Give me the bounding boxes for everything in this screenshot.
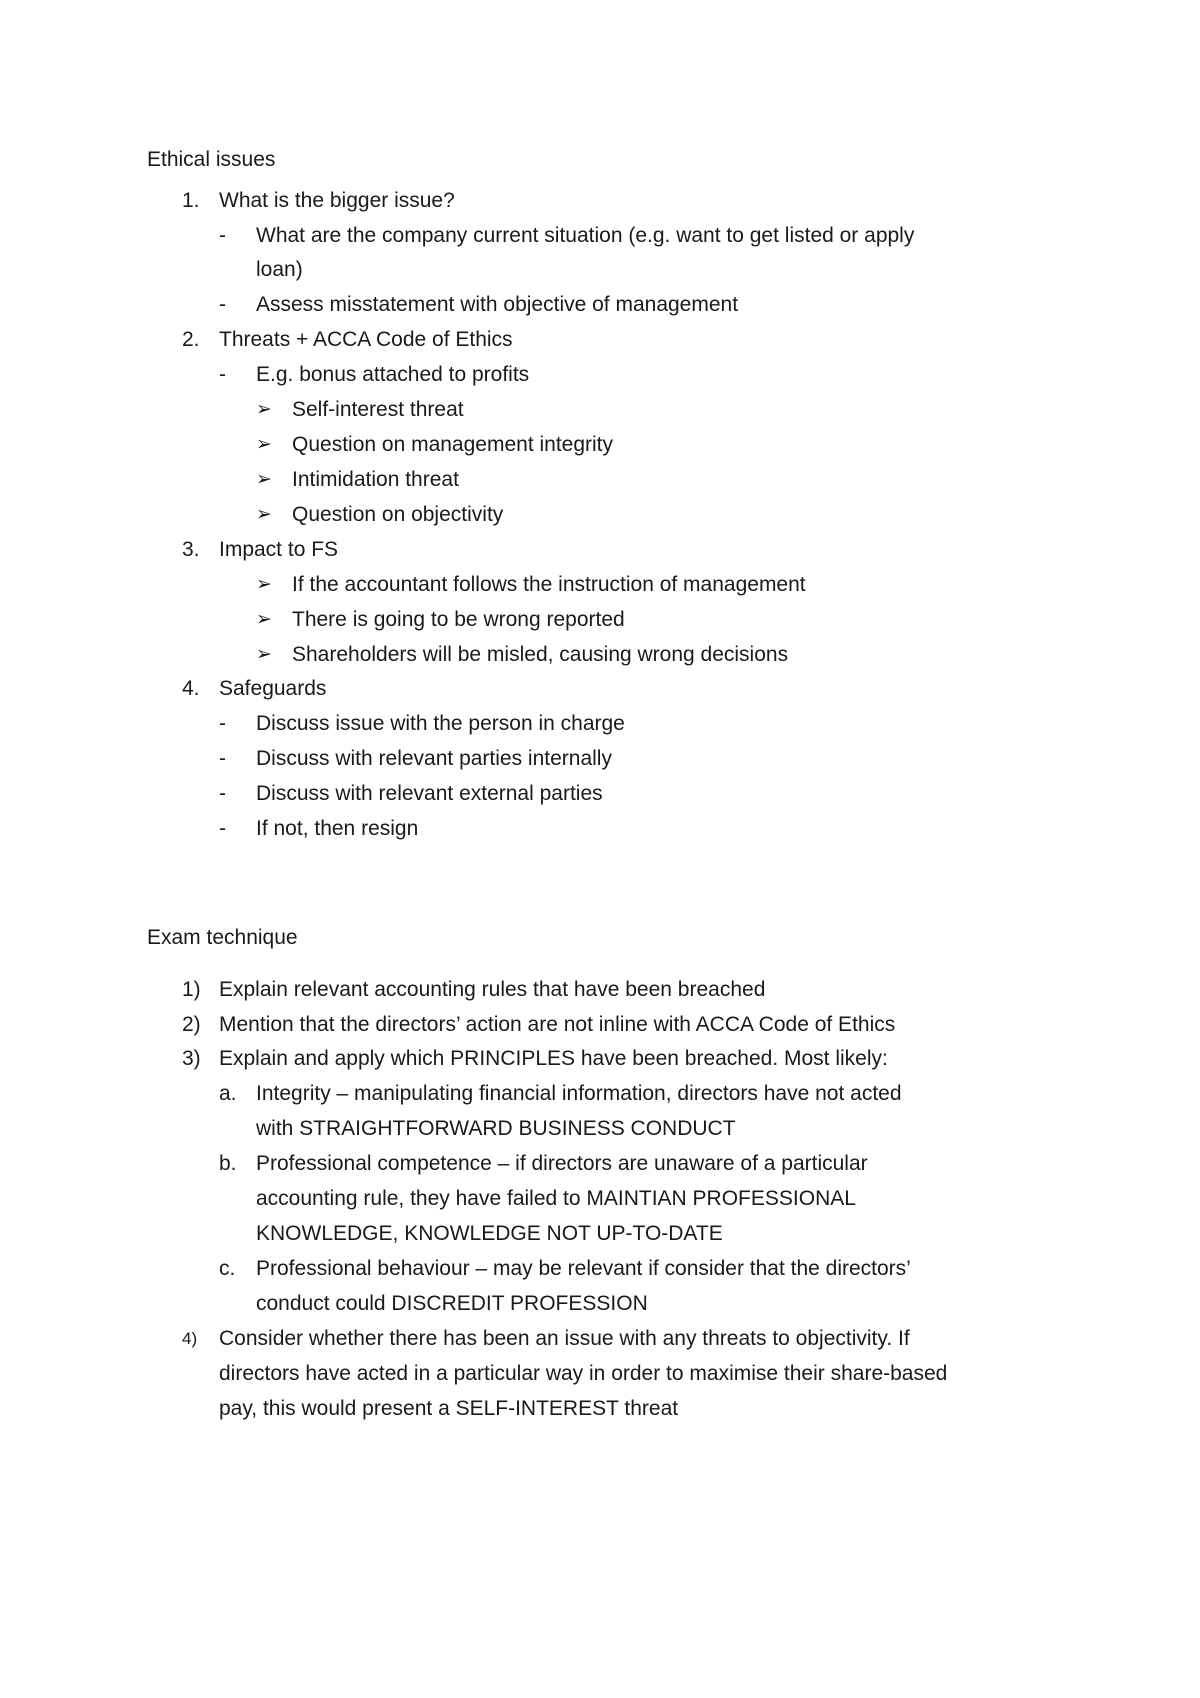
list-number: 2): [182, 1013, 201, 1036]
list-item-text: pay, this would present a SELF-INTEREST threat: [219, 1397, 679, 1420]
list-item-text: Explain relevant accounting rules that have been breached: [219, 978, 766, 1001]
arrow-bullet-icon: ➢: [256, 434, 272, 455]
list-item-text: Professional competence – if directors are unaware of a particular: [256, 1152, 868, 1175]
dash-bullet: -: [219, 293, 226, 316]
list-item-text: If the accountant follows the instruction of management: [292, 573, 806, 596]
list-item-text: Integrity – manipulating financial information, directors have not acted: [256, 1082, 902, 1105]
arrow-bullet-icon: ➢: [256, 399, 272, 420]
list-number: 2.: [182, 328, 200, 351]
dash-bullet: -: [219, 363, 226, 386]
dash-bullet: -: [219, 712, 226, 735]
list-item-text: KNOWLEDGE, KNOWLEDGE NOT UP-TO-DATE: [256, 1222, 723, 1245]
list-item-text: Discuss with relevant external parties: [256, 782, 603, 805]
list-item-text: There is going to be wrong reported: [292, 608, 625, 631]
list-item-text: Discuss with relevant parties internally: [256, 747, 612, 770]
list-item-text: Professional behaviour – may be relevant if consider that the directors’: [256, 1257, 911, 1280]
list-number: 1): [182, 978, 201, 1001]
arrow-bullet-icon: ➢: [256, 504, 272, 525]
list-item-text: Shareholders will be misled, causing wrong decisions: [292, 643, 789, 666]
section-heading-exam: Exam technique: [147, 926, 298, 949]
list-number: 3): [182, 1047, 201, 1070]
list-item-text: What are the company current situation (e.g. want to get listed or apply: [256, 224, 915, 247]
sub-list-letter: c.: [219, 1257, 236, 1280]
list-item-title: Safeguards: [219, 677, 327, 700]
sub-list-letter: a.: [219, 1082, 237, 1105]
dash-bullet: -: [219, 747, 226, 770]
list-item-text: Self-interest threat: [292, 398, 464, 421]
list-item-text: with STRAIGHTFORWARD BUSINESS CONDUCT: [256, 1117, 736, 1140]
list-number: 4.: [182, 677, 200, 700]
arrow-bullet-icon: ➢: [256, 574, 272, 595]
list-item-text: E.g. bonus attached to profits: [256, 363, 530, 386]
sub-list-letter: b.: [219, 1152, 237, 1175]
list-item-text: accounting rule, they have failed to MAINTIAN PROFESSIONAL: [256, 1187, 856, 1210]
list-item-text: Consider whether there has been an issue with any threats to objectivity. If: [219, 1327, 910, 1350]
list-item-text: Discuss issue with the person in charge: [256, 712, 625, 735]
dash-bullet: -: [219, 817, 226, 840]
section-heading-ethical: Ethical issues: [147, 148, 276, 171]
dash-bullet: -: [219, 224, 226, 247]
list-item-text: Question on management integrity: [292, 433, 614, 456]
arrow-bullet-icon: ➢: [256, 644, 272, 665]
list-item-text: Assess misstatement with objective of management: [256, 293, 739, 316]
list-item-title: What is the bigger issue?: [219, 189, 455, 212]
list-number: 4): [182, 1329, 198, 1348]
list-item-text: Mention that the directors’ action are not inline with ACCA Code of Ethics: [219, 1013, 896, 1036]
dash-bullet: -: [219, 782, 226, 805]
arrow-bullet-icon: ➢: [256, 609, 272, 630]
list-item-text: Explain and apply which PRINCIPLES have been breached. Most likely:: [219, 1047, 888, 1070]
arrow-bullet-icon: ➢: [256, 469, 272, 490]
list-item-text: If not, then resign: [256, 817, 419, 840]
list-number: 3.: [182, 538, 200, 561]
list-item-title: Threats + ACCA Code of Ethics: [219, 328, 513, 351]
list-item-text: conduct could DISCREDIT PROFESSION: [256, 1292, 648, 1315]
list-item-text: loan): [256, 258, 303, 281]
list-item-text: Intimidation threat: [292, 468, 459, 491]
list-item-title: Impact to FS: [219, 538, 339, 561]
list-number: 1.: [182, 189, 200, 212]
list-item-text: directors have acted in a particular way in order to maximise their share-based: [219, 1362, 948, 1385]
list-item-text: Question on objectivity: [292, 503, 504, 526]
